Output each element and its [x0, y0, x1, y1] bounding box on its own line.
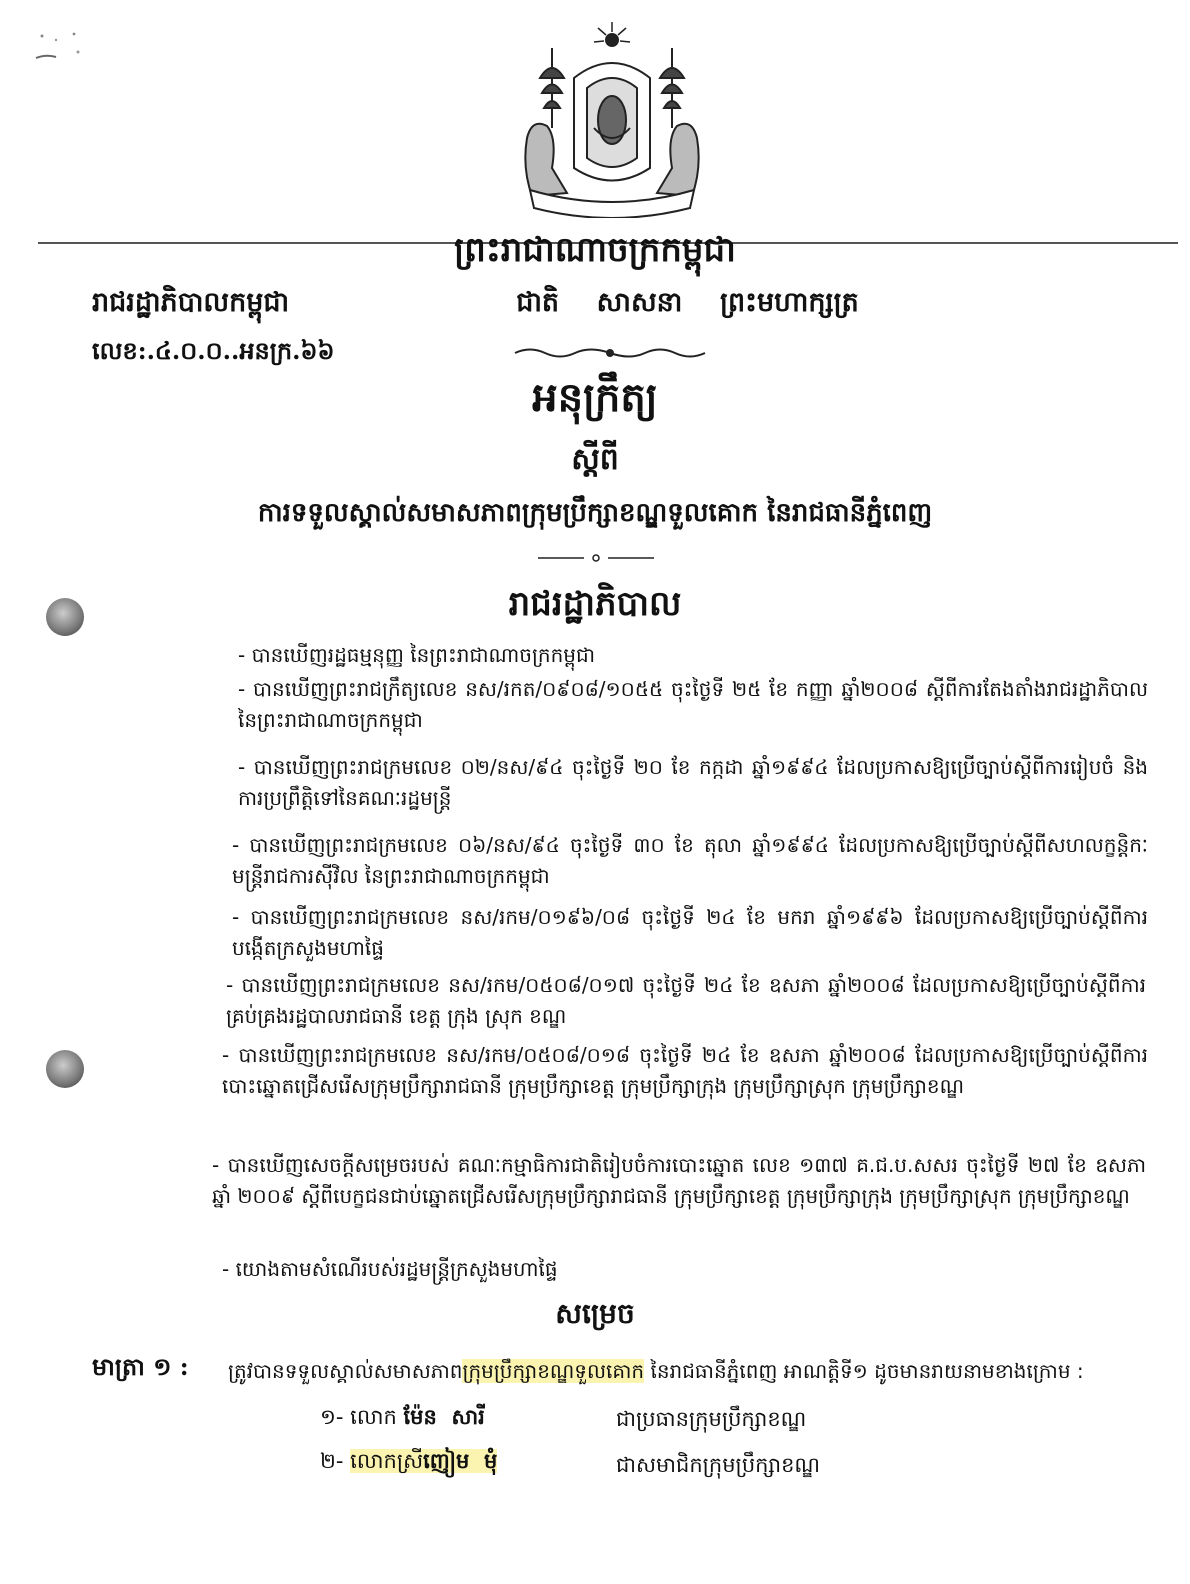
document-title: អនុក្រឹត្យ: [532, 374, 658, 421]
member-name: ម៉ែន សារី: [403, 1405, 485, 1429]
member-role: ជាប្រធានក្រុមប្រឹក្សាខណ្ឌ: [616, 1407, 807, 1431]
recital-item: - បានឃើញព្រះរាជក្រឹត្យលេខ នស/រកត/០៩០៨/១០៥៥ ចុះថ្ងៃទី ២៥ ខែ កញ្ញា ឆ្នាំ២០០៨ ស្តីពីការតែងតាំងរាជរដ្ឋាភិបាល នៃព្រះរាជាណាចក្រកម្ពុជា: [238, 677, 1148, 732]
government-heading: រាជរដ្ឋាភិបាល: [508, 584, 682, 624]
article-1-text-before: ត្រូវបានទទួលស្គាល់សមាសភាព: [228, 1359, 463, 1383]
recital-item: - បានឃើញព្រះរាជក្រមលេខ ០៦/នស/៩៤ ចុះថ្ងៃទី ៣០ ខែ តុលា ឆ្នាំ១៩៩៤ ដែលប្រកាសឱ្យប្រើច្បាប់ស្តីពីសហលក្ខន្តិកៈមន្ត្រីរាជការស៊ីវិល នៃព្រះរាជាណាចក្រកម្ពុជា: [232, 833, 1148, 888]
national-motto: ជាតិ សាសនា ព្រះមហាក្សត្រ: [516, 287, 859, 318]
member-title: លោកស្រី: [350, 1449, 424, 1473]
member-number: ២-: [320, 1449, 344, 1473]
government-name: រាជរដ្ឋាភិបាលកម្ពុជា: [92, 287, 290, 318]
member-name: ញៀម មុំ: [423, 1449, 498, 1473]
recital-item: - បានឃើញរដ្ឋធម្មនុញ្ញ នៃព្រះរាជាណាចក្រកម្ពុជា: [238, 643, 596, 667]
recital-item: - បានឃើញព្រះរាជក្រមលេខ នស/រកម/០៥០៨/០១៨ ចុះថ្ងៃទី ២៤ ខែ ឧសភា ឆ្នាំ២០០៨ ដែលប្រកាសឱ្យប្រើច្បាប់ស្តីពីការបោះឆ្នោតជ្រើសរើសក្រុមប្រឹក្សារាជធានី ក្រុមប្រឹក្សាខេត្ត ក្រុមប្រឹក្សាក្រុង ក្រុមប្រឹក្សាស្រុក ក្រុមប្រឹក្សាខណ្ឌ: [222, 1043, 1148, 1098]
document-subtitle: ស្តីពី: [571, 442, 619, 477]
recital-item: - បានឃើញព្រះរាជក្រមលេខ ០២/នស/៩៤ ចុះថ្ងៃទី ២០ ខែ កក្កដា ឆ្នាំ១៩៩៤ ដែលប្រកាសឱ្យប្រើច្បាប់ស្តីពីការរៀបចំ និងការប្រព្រឹត្តិទៅនៃគណៈរដ្ឋមន្ត្រី: [238, 755, 1148, 810]
member-role: ជាសមាជិកក្រុមប្រឹក្សាខណ្ឌ: [616, 1453, 821, 1477]
recital-item: - បានឃើញសេចក្តីសម្រេចរបស់ គណៈកម្មាធិការជាតិរៀបចំការបោះឆ្នោត លេខ ១៣៧ គ.ជ.ប.សសរ ចុះថ្ងៃទី ២៧ ខែ ឧសភា ឆ្នាំ ២០០៩ ស្តីពីបេក្ខជនជាប់ឆ្នោតជ្រើសរើសក្រុមប្រឹក្សារាជធានី ក្រុមប្រឹក្សាខេត្ត ក្រុមប្រឹក្សាក្រុង ក្រុមប្រឹក្សាស្រុក ក្រុមប្រឹក្សាខណ្ឌ: [212, 1153, 1146, 1208]
member-number: ១-: [320, 1405, 344, 1429]
kingdom-name: ព្រះរាជាណាចក្រកម្ពុជា: [454, 230, 736, 270]
punch-hole: [46, 1050, 84, 1088]
document-number: លេខ:.៤.០.០..អនក្រ.៦៦: [92, 336, 335, 365]
article-1-text: [228, 1356, 1148, 1386]
member-row: [320, 1404, 485, 1435]
article-1-text-after: នៃរាជធានីភ្នំពេញ អាណត្តិទី១ ដូចមានរាយនាមខាងក្រោម :: [644, 1359, 1084, 1383]
article-1-label: មាត្រា ១ :: [92, 1352, 189, 1381]
member-row: [320, 1448, 497, 1479]
royal-arms-emblem-icon: [512, 18, 712, 218]
article-1-highlight: ក្រុមប្រឹក្សាខណ្ឌទួលគោក: [462, 1359, 645, 1383]
recital-item: - យោងតាមសំណើរបស់រដ្ឋមន្ត្រីក្រសួងមហាផ្ទៃ: [222, 1257, 558, 1281]
subject-divider: [536, 548, 656, 558]
decision-heading: សម្រេច: [555, 1297, 635, 1330]
member-title: លោក: [350, 1405, 397, 1429]
ornament-divider-icon: [510, 344, 710, 362]
document-subject: ការទទួលស្គាល់សមាសភាពក្រុមប្រឹក្សាខណ្ឌទួលគោក នៃរាជធានីភ្នំពេញ: [257, 498, 933, 528]
recital-item: - បានឃើញព្រះរាជក្រមលេខ នស/រកម/០១៩៦/០៨ ចុះថ្ងៃទី ២៤ ខែ មករា ឆ្នាំ១៩៩៦ ដែលប្រកាសឱ្យប្រើច្បាប់ស្តីពីការបង្កើតក្រសួងមហាផ្ទៃ: [232, 905, 1148, 960]
punch-hole: [46, 598, 84, 636]
recital-item: - បានឃើញព្រះរាជក្រមលេខ នស/រកម/០៥០៨/០១៧ ចុះថ្ងៃទី ២៤ ខែ ឧសភា ឆ្នាំ២០០៨ ដែលប្រកាសឱ្យប្រើច្បាប់ស្តីពីការគ្រប់គ្រងរដ្ឋបាលរាជធានី ខេត្ត ក្រុង ស្រុក ខណ្ឌ: [226, 973, 1146, 1028]
scan-speck: [34, 30, 84, 66]
